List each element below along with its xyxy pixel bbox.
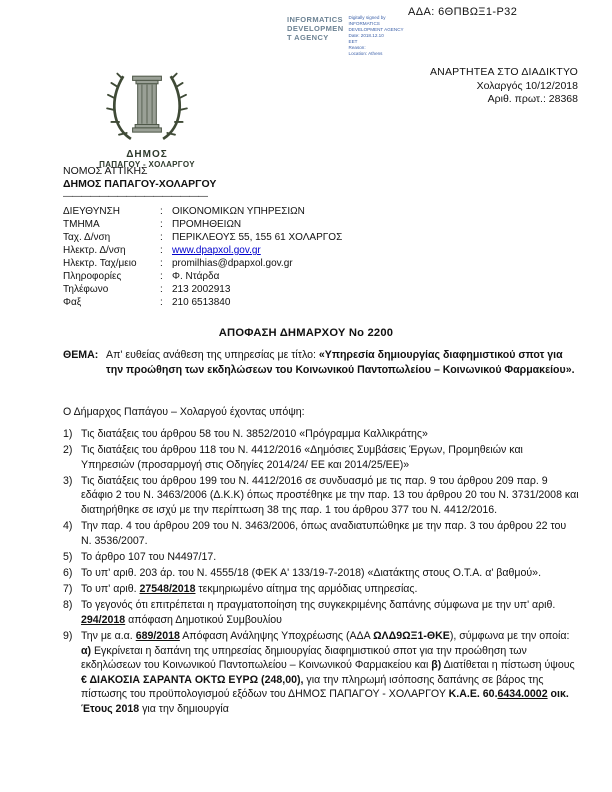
contact-colon: : [160,258,163,269]
contact-row [63,270,342,283]
text-run: «Υπηρεσία δημιουργίας διαφημιστικού σποτ για την προώθηση των εκδηλώσεων του Κοινωνικού Παντοπωλείου – Κοινωνικού Φαρμακείου». [106,349,575,376]
item-number: 2) [63,444,73,457]
item-number: 8) [63,599,73,612]
signature-line: DEVELOPMENT AGENCY [348,26,404,32]
ida-agency-line: T AGENCY [287,33,329,42]
contact-row [63,283,342,296]
signature-details [349,15,427,57]
text-run: Την με α.α. [81,629,136,642]
contact-colon: : [160,245,163,256]
item-text [81,519,579,548]
contact-colon: : [160,232,163,243]
signature-line: Date: 2018.12.10 [348,32,384,38]
legal-item [63,566,579,581]
contact-block [63,205,342,309]
website-link[interactable]: www.dpapxol.gov.gr [172,245,261,256]
item-number: 1) [63,428,73,440]
item-text [81,443,579,472]
subject-block [63,348,579,378]
text-run: απόφαση Δημοτικού Συμβουλίου [125,613,282,626]
text-run: οικ. [547,688,569,701]
text-run: Το άρθρο 107 του Ν4497/17. [81,550,217,563]
subject-text [106,348,579,378]
text-run: για την πληρωμή ισόποσης δαπάνης σε βάρος της πίστωσης του προϋπολογισμού εξόδων του ΔΗΜΟΣ ΠΑΠΑΓΟΥ - ΧΟΛΑΡΓΟΥ [81,673,544,701]
header-right-block [430,66,578,107]
text-run: 27548/2018 [139,583,196,596]
contact-colon: : [160,284,163,295]
legal-item [63,443,579,472]
text-run: 294/2018 [81,613,126,626]
legal-item [63,550,579,565]
org-block [63,165,216,203]
contact-label: Ταχ. Δ/νση [63,232,111,243]
contact-label: Ηλεκτρ. Ταχ/μειο [63,258,137,269]
legal-item [63,582,579,597]
item-text [81,474,579,518]
contact-value: ΟΙΚΟΝΟΜΙΚΩΝ ΥΠΗΡΕΣΙΩΝ [172,206,305,217]
item-text [81,582,579,597]
contact-label: Τηλέφωνο [63,284,109,295]
contact-value: 210 6513840 [172,297,231,308]
contact-row [63,244,342,257]
municipal-emblem-icon [104,66,190,144]
contact-row [63,218,342,231]
text-run: Το υπ' αριθ. 203 άρ. του Ν. 4555/18 (ΦΕΚ Α' 133/19-7-2018) «Διατάκτης στους Ο.Τ.Α. α' βαθμού». [81,566,542,579]
ida-agency-line: DEVELOPMEN [287,24,344,33]
signature-line: EET [348,38,358,44]
text-run: για την δημιουργία [139,702,229,715]
text-run: Τις διατάξεις του άρθρου 118 του Ν. 4412/2016 «Δημόσιες Συμβάσεις Έργων, Προμηθειών και Υπηρεσιών (προσαρμογή στις Οδηγίες 2014/24/ ΕΕ και 2014/25/ΕΕ)» [81,444,523,471]
contact-row [63,296,342,309]
legal-item [63,519,579,548]
text-run: Απόφαση Ανάληψης Υποχρέωσης (ΑΔΑ [179,629,374,642]
contact-row [63,231,342,244]
item-number: 6) [63,566,73,579]
text-run: € ΔΙΑΚΟΣΙΑ ΣΑΡΑΝΤΑ ΟΚΤΩ ΕΥΡΩ (248,00), [81,673,304,686]
email-link[interactable]: promilhias@dpapxol.gov.gr [172,258,293,269]
contact-label: Πληροφορίες [63,271,122,282]
item-number: 5) [63,550,73,563]
item-number: 7) [63,583,73,596]
text-run: Τις διατάξεις του άρθρου 199 του Ν. 4412/2016 σε συνδυασμό με τις παρ. 9 του άρθρου 209 παρ. 9 εδάφιο 2 του Ν. 3463/2006 (Δ.Κ.Κ) όπως προστέθηκε με την παρ. 13 του άρθρου 20 του Ν. 3731/2008 και διατηρήθηκε σε ισχύ με την περίπτωση 38 της παρ. 1 του άρθρου 377 του Ν. 4412/2016. [81,474,579,517]
legal-item [63,629,579,717]
text-run: Το υπ' αριθ. [81,583,140,596]
item-text [81,629,579,717]
signature-line: Digitally signed by [348,15,386,20]
contact-value: 213 2002913 [172,284,231,295]
contact-label: Φαξ [63,297,82,308]
text-run: 689/2018 [135,629,180,642]
decision-title: ΑΠΟΦΑΣΗ ΔΗΜΑΡΧΟΥ Νο 2200 [218,327,394,339]
divider: ———————————————— [63,190,207,202]
text-run: τεκμηριωμένο αίτημα της αρμόδιας υπηρεσίας. [195,583,418,596]
ada-code: ΑΔΑ: 6ΘΠΒΩΞ1-Ρ32 [408,6,518,18]
text-run: β) [431,659,442,672]
text-run: Διατίθεται η πίστωση ύψους [441,659,575,672]
item-number: 4) [63,520,73,533]
contact-value: ΠΕΡΙΚΛΕΟΥΣ 55, 155 61 ΧΟΛΑΡΓΟΣ [172,232,343,243]
contact-label: Ηλεκτρ. Δ/νση [63,245,126,256]
contact-colon: : [160,219,163,230]
municipality-name: ΔΗΜΟΣ ΠΑΠΑΓΟΥ-ΧΟΛΑΡΓΟΥ [63,177,217,190]
ida-agency-line: INFORMATICS [287,15,343,24]
item-text [81,427,579,442]
contact-colon: : [160,297,163,308]
contact-label: ΔΙΕΥΘΥΝΣΗ [63,206,120,217]
contact-row [63,205,342,218]
ida-agency-name [287,15,344,57]
legal-item [63,427,579,442]
item-number: 3) [63,474,73,487]
signature-line: Location: Athens [348,50,383,56]
text-run: Απ' ευθείας ανάθεση της υπηρεσίας με τίτλο: [106,349,319,361]
contact-value: ΠΡΟΜΗΘΕΙΩΝ [172,219,242,230]
municipality-logo [86,66,208,169]
subject-label: ΘΕΜΑ: [63,349,99,361]
contact-value: Φ. Ντάρδα [172,271,220,282]
text-run: Κ.Α.Ε. 60. [448,688,498,701]
signature-line: INFORMATICS [348,20,380,26]
logo-subtitle: ΠΑΠΑΓΟΥ - ΧΟΛΑΡΓΟΥ [99,160,195,169]
contact-colon: : [160,206,163,217]
logo-title: ΔΗΜΟΣ [126,149,168,160]
protocol-number: Αριθ. πρωτ.: 28368 [487,93,578,106]
legal-item [63,474,579,518]
text-run: Την παρ. 4 του άρθρου 209 του Ν. 3463/2006, όπως αναδιατυπώθηκε με την παρ. 3 του άρθρου 22 του Ν. 3536/2007. [81,520,567,547]
digital-signature-stamp [287,15,427,57]
text-run: ), σύμφωνα με την οποία: [449,629,570,642]
item-text [81,566,579,581]
posting-notice: ΑΝΑΡΤΗΤΕΑ ΣΤΟ ΔΙΑΔΙΚΤΥΟ [429,66,578,78]
item-text [81,550,579,565]
item-number: 9) [63,629,73,642]
contact-colon: : [160,271,163,282]
text-run: Έτους 2018 [81,702,140,715]
text-run: 6434.0002 [497,688,548,701]
place-date: Χολαργός 10/12/2018 [476,79,578,92]
legal-items-list [63,427,579,718]
item-text [81,598,579,627]
contact-row [63,257,342,270]
signature-line: Reason: [348,44,366,50]
text-run: ΩΛΔ9ΩΞ1-ΘΚΕ [373,629,450,642]
text-run: Το γεγονός ότι επιτρέπεται η πραγματοποίηση της συγκεκριμένης δαπάνης σύμφωνα με την υπ' αριθ. [81,599,556,612]
contact-label: ΤΜΗΜΑ [63,219,100,230]
text-run: Τις διατάξεις του άρθρου 58 του Ν. 3852/2010 «Πρόγραμμα Καλλικράτης» [81,428,428,440]
preamble-text: Ο Δήμαρχος Παπάγου – Χολαργού έχοντας υπόψη: [63,406,305,418]
prefecture-name: ΝΟΜΟΣ ΑΤΤΙΚΗΣ [63,165,148,177]
legal-item [63,598,579,627]
text-run: α) [81,644,92,657]
text-run: Εγκρίνεται η δαπάνη της υπηρεσίας δημιουργίας διαφημιστικού σποτ για την προώθηση των εκδηλώσεων του Κοινωνικού Παντοπωλείου – Κοινωνικού Φαρμακείου και [81,644,527,672]
